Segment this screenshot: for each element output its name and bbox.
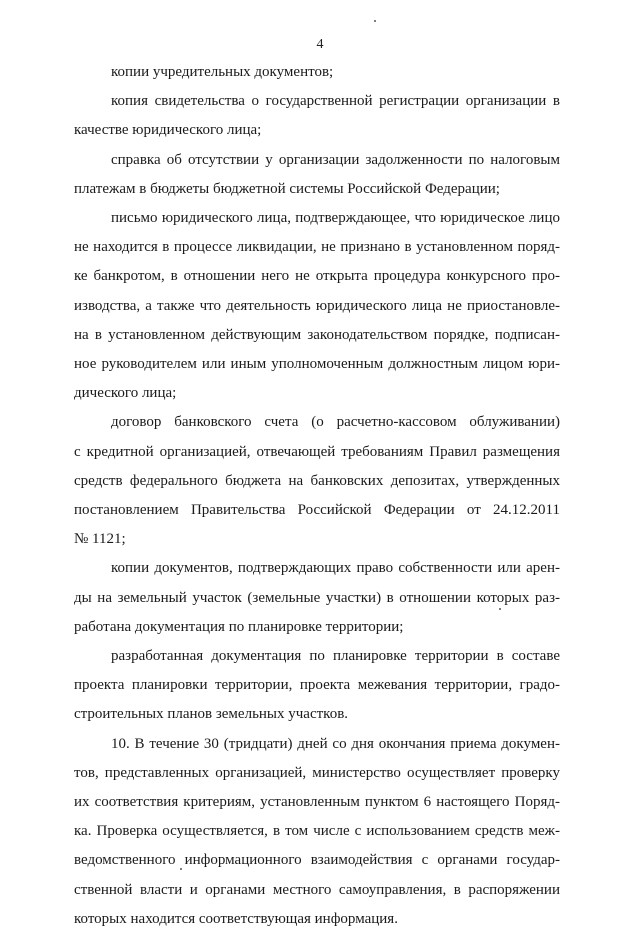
paragraph-line: ведомственного информационного взаимодействия с органами государ- — [74, 852, 560, 869]
paragraph-line: письмо юридического лица, подтверждающее, что юридическое лицо — [111, 210, 560, 227]
paragraph-line: не находится в процессе ликвидации, не признано в установленном поряд- — [74, 239, 560, 256]
paragraph-line: качестве юридического лица; — [74, 122, 262, 139]
paragraph — [74, 730, 560, 934]
paragraph-line: ственной власти и органами местного самоуправления, в распоряжении — [74, 881, 560, 898]
paragraph-line: 10. В течение 30 (тридцати) дней со дня окончания приема докумен- — [111, 735, 560, 752]
paragraph-line: № 1121; — [74, 531, 126, 548]
paragraph-line: с кредитной организацией, отвечающей требованиям Правил размещения — [74, 443, 560, 460]
paragraph — [74, 642, 560, 730]
paragraph-line: ды на земельный участок (земельные участки) в отношении которых раз- — [74, 589, 560, 606]
paragraph-line: на в установленном действующим законодательством порядке, подписан- — [74, 326, 560, 343]
paragraph-line: ка. Проверка осуществляется, в том числе с использованием средств меж- — [74, 823, 560, 840]
paragraph-line: проекта планировки территории, проекта межевания территории, градо- — [74, 677, 560, 694]
paragraph — [74, 87, 560, 145]
paragraph-line: дического лица; — [74, 385, 177, 402]
paragraph-line: тов, представленных организацией, министерство осуществляет проверку — [74, 764, 560, 781]
paragraph-line: справка об отсутствии у организации задолженности по налоговым — [111, 151, 560, 168]
scan-speck — [374, 20, 376, 22]
paragraph-line: изводства, а также что деятельность юридического лица не приостановле- — [74, 297, 560, 314]
paragraph — [74, 408, 560, 554]
paragraph-line: платежам в бюджеты бюджетной системы Российской Федерации; — [74, 180, 500, 197]
page-number: 4 — [316, 37, 324, 52]
paragraph — [74, 204, 560, 408]
paragraph-line: копии учредительных документов; — [111, 64, 334, 80]
paragraph-line: средств федерального бюджета на банковских депозитах, утвержденных — [74, 472, 560, 489]
paragraph-line: работана документация по планировке территории; — [74, 618, 404, 635]
paragraph-line: постановлением Правительства Российской Федерации от 24.12.2011 — [74, 502, 560, 519]
paragraph-line: копии документов, подтверждающих право собственности или арен- — [111, 560, 560, 577]
paragraph-line: ке банкротом, в отношении него не открыта процедура конкурсного про- — [74, 268, 560, 285]
paragraph-line: копия свидетельства о государственной регистрации организации в — [111, 93, 560, 110]
paragraph-line: ное руководителем или иным уполномоченным должностным лицом юри- — [74, 356, 560, 373]
paragraph-line: которых находится соответствующая информация. — [74, 910, 398, 927]
scan-speck — [180, 868, 182, 870]
paragraph — [74, 146, 560, 204]
scan-speck — [499, 608, 501, 610]
paragraph-line: строительных планов земельных участков. — [74, 706, 349, 723]
paragraph-line: их соответствия критериям, установленным пунктом 6 настоящего Поряд- — [74, 794, 560, 811]
paragraph — [74, 554, 560, 642]
paragraph-line: договор банковского счета (о расчетно-кассовом облуживании) — [111, 414, 560, 431]
paragraph-line: разработанная документация по планировке территории в составе — [111, 648, 560, 665]
document-body — [74, 58, 560, 934]
paragraph — [74, 58, 560, 87]
